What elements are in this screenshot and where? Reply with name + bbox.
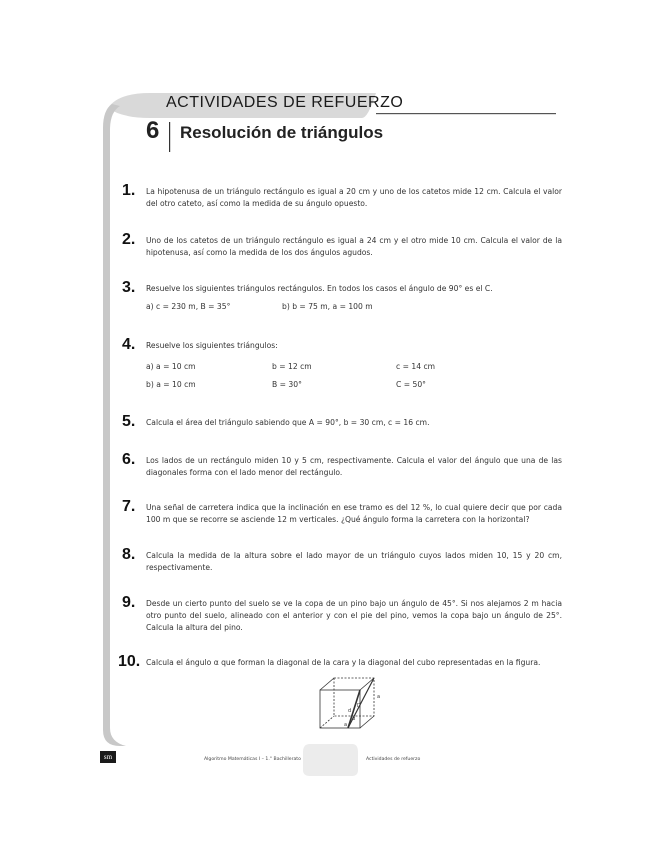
exercise-4-row-b-col2: B = 30° [272,380,302,389]
chapter-title: Resolución de triángulos [180,123,384,142]
exercise-6 [122,451,562,479]
exercise-4-row-b-col3: C = 50° [396,380,426,389]
exercise-number: 8. [122,546,136,563]
footer-right: Actividades de refuerzo [366,757,421,762]
figure-label-D: D [357,703,361,709]
section-title: ACTIVIDADES DE REFUERZO [166,94,404,111]
exercise-4 [122,336,562,353]
exercise-text: La hipotenusa de un triángulo rectángulo es igual a 20 cm y uno de los catetos mide 12 cm. Calcula el valor del otro cateto, así como la medida de su ángulo opuesto. [146,187,562,208]
exercise-4-row-a-col2: b = 12 cm [272,362,312,371]
exercise-text: Calcula la medida de la altura sobre el lado mayor de un triángulo cuyos lados miden 10, 15 y 20 cm, respectivamente. [146,551,562,572]
exercise-text: Desde un cierto punto del suelo se ve la copa de un pino bajo un ángulo de 45°. Si nos alejamos 2 m hacia otro punto del suelo, alineado con el anterior y con el pie del pino, vemos la copa bajo un ángulo de 25°. Calcula la altura del pino. [146,599,562,632]
publisher-logo: sm [100,751,116,763]
exercise-number: 7. [122,498,136,515]
figure-label-alpha: α [352,716,356,722]
exercise-1 [122,182,562,210]
exercise-number: 10. [118,653,141,670]
exercise-text: Los lados de un rectángulo miden 10 y 5 cm, respectivamente. Calcula el valor del ángulo que una de las diagonales forma con el lado menor del rectángulo. [146,456,562,477]
exercise-text: Calcula el área del triángulo sabiendo que A = 90°, b = 30 cm, c = 16 cm. [146,418,430,427]
chapter-number: 6 [146,117,160,144]
exercise-number: 6. [122,451,136,468]
exercise-text: Uno de los catetos de un triángulo rectángulo es igual a 24 cm y el otro mide 10 cm. Calcula el valor de la hipotenusa, así como la medida de los dos ángulos agudos. [146,236,562,257]
exercise-text: Una señal de carretera indica que la inclinación en ese tramo es del 12 %, lo cual quiere decir que por cada 100 m que se recorre se asciende 12 m verticales. ¿Qué ángulo forma la carretera con la horizontal? [146,503,562,524]
exercise-2 [122,231,562,259]
exercise-3-part-a: a) c = 230 m, B = 35° [146,302,231,311]
exercise-7 [122,498,562,526]
cube-figure [314,674,386,732]
figure-label-d: d [348,708,352,714]
exercise-number: 9. [122,594,136,611]
figure-label-a-bottom: a [344,722,348,728]
exercise-number: 5. [122,413,136,430]
figure-label-a-edge: a [377,694,381,700]
exercise-8 [122,546,562,574]
exercise-4-row-a-col1: a) a = 10 cm [146,362,196,371]
exercise-5 [122,413,562,430]
footer-left: Algoritmo Matemáticas I – 1.° Bachillerato [204,757,301,762]
exercise-3-part-b: b) b = 75 m, a = 100 m [282,302,373,311]
exercise-number: 3. [122,279,136,296]
exercise-10 [118,653,562,670]
exercise-9 [122,594,562,634]
exercise-4-row-a-col3: c = 14 cm [396,362,436,371]
exercise-4-row-b-col1: b) a = 10 cm [146,380,196,389]
exercise-number: 4. [122,336,136,353]
exercise-number: 2. [122,231,136,248]
exercise-text: Resuelve los siguientes triángulos rectángulos. En todos los casos el ángulo de 90° es el C. [146,284,493,293]
exercise-text: Resuelve los siguientes triángulos: [146,341,278,350]
exercise-3 [122,279,562,296]
exercise-text: Calcula el ángulo α que forman la diagonal de la cara y la diagonal del cubo representadas en la figura. [146,658,541,667]
exercise-number: 1. [122,182,136,199]
